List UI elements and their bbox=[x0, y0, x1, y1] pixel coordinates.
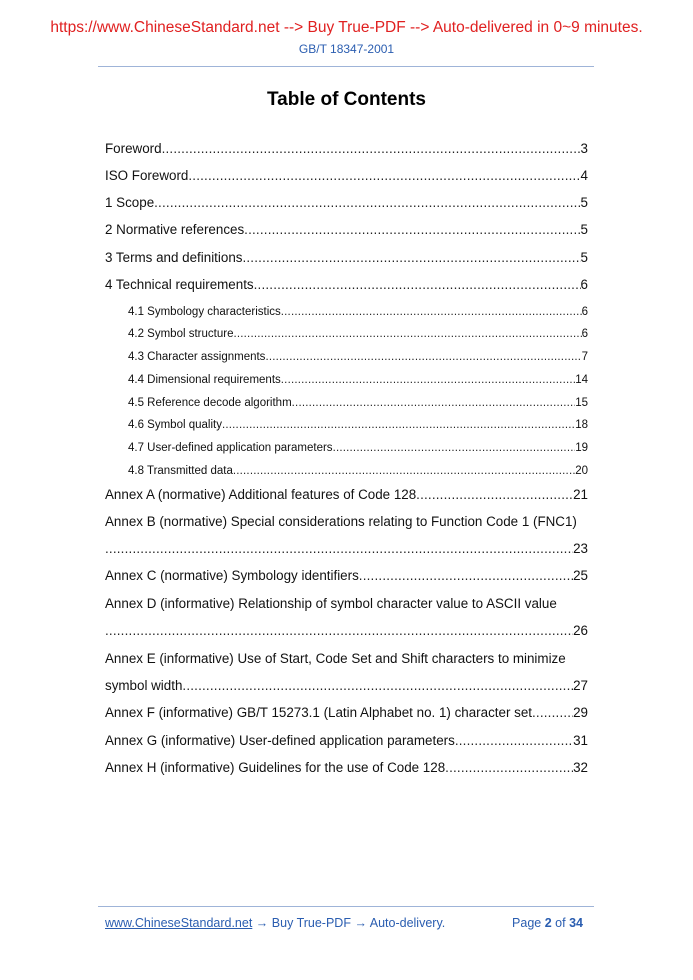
toc-entry-terms-definitions[interactable]: 3 Terms and definitions ..... 5 bbox=[105, 250, 588, 265]
header-banner[interactable]: https://www.ChineseStandard.net --> Buy True-PDF --> Auto-delivered in 0~9 minutes. bbox=[50, 19, 643, 36]
header-divider bbox=[98, 66, 594, 67]
toc-entry-scope[interactable]: 1 Scope ..... 5 bbox=[105, 195, 588, 210]
toc-entry-4-5[interactable]: 4.5 Reference decode algorithm ..... 15 bbox=[128, 397, 588, 409]
toc-entry-4-6[interactable]: 4.6 Symbol quality ..... 18 bbox=[128, 419, 588, 431]
footer-delivery-text: Auto-delivery. bbox=[369, 916, 446, 930]
toc-entry-4-8[interactable]: 4.8 Transmitted data ..... 20 bbox=[128, 465, 588, 477]
footer-links bbox=[105, 916, 445, 930]
toc-entry-annex-a[interactable]: Annex A (normative) Additional features of Code 128 ..... 21 bbox=[105, 487, 588, 502]
toc-entry-annex-f[interactable]: Annex F (informative) GB/T 15273.1 (Latin Alphabet no. 1) character set ..... 29 bbox=[105, 705, 588, 720]
toc-entry-4-3[interactable]: 4.3 Character assignments ..... 7 bbox=[128, 351, 588, 363]
total-page-number: 34 bbox=[569, 916, 583, 930]
toc-entry-4-4[interactable]: 4.4 Dimensional requirements ..... 14 bbox=[128, 374, 588, 386]
toc-entry-4-7[interactable]: 4.7 User-defined application parameters ..... 19 bbox=[128, 442, 588, 454]
page-indicator: Page 2 of 34 bbox=[512, 916, 583, 930]
arrow-icon: → bbox=[354, 916, 367, 930]
standard-code: GB/T 18347-2001 bbox=[298, 42, 395, 56]
current-page-number: 2 bbox=[544, 916, 552, 930]
arrow-icon: → bbox=[255, 916, 269, 930]
toc-entry-annex-c[interactable]: Annex C (normative) Symbology identifiers ..... 25 bbox=[105, 568, 588, 583]
footer-site-link[interactable]: www.ChineseStandard.net bbox=[105, 916, 253, 930]
toc-entry-4-2[interactable]: 4.2 Symbol structure ..... 6 bbox=[128, 328, 588, 340]
toc-entry-4-1[interactable]: 4.1 Symbology characteristics ..... 6 bbox=[128, 306, 588, 318]
toc-entry-iso-foreword[interactable]: ISO Foreword ..... 4 bbox=[105, 168, 588, 183]
toc-title: Table of Contents bbox=[266, 89, 427, 110]
toc-entry-annex-g[interactable]: Annex G (informative) User-defined application parameters ..... 31 bbox=[105, 733, 588, 748]
toc-entry-normative-references[interactable]: 2 Normative references ..... 5 bbox=[105, 222, 588, 237]
footer-divider bbox=[98, 906, 594, 907]
toc-entry-technical-requirements[interactable]: 4 Technical requirements ..... 6 bbox=[105, 277, 588, 292]
footer-buy-link[interactable]: Buy True-PDF bbox=[271, 916, 351, 930]
toc-entry-annex-h[interactable]: Annex H (informative) Guidelines for the use of Code 128 ..... 32 bbox=[105, 760, 588, 775]
toc-entry-foreword[interactable]: Foreword ..... 3 bbox=[105, 141, 588, 156]
